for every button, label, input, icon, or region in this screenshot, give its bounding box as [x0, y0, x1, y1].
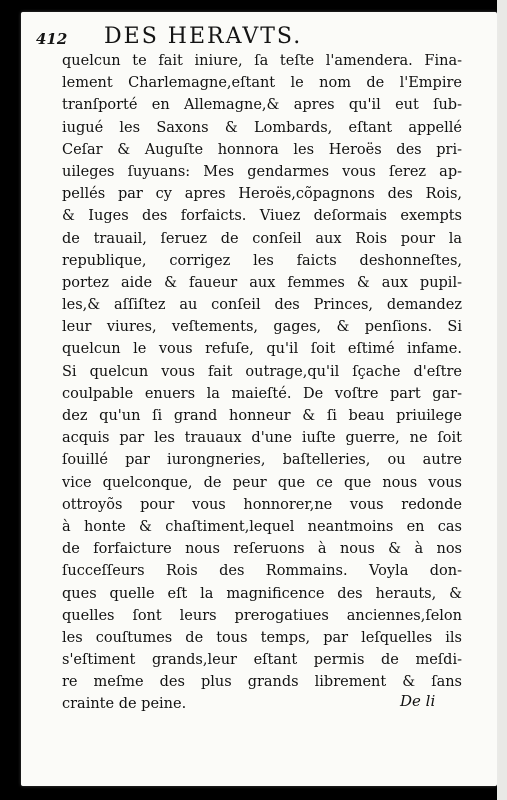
body-text [62, 50, 462, 716]
text-line: lement Charlemagne,eſtant le nom de l'Empire [62, 75, 462, 92]
text-line: dez qu'un ſi grand honneur & ſi beau priuilege [62, 408, 462, 424]
text-line: portez aide & faueur aux femmes & aux pupil- [62, 274, 462, 291]
adjacent-page-edge [497, 0, 507, 800]
text-line: à honte & chaſtiment,lequel neantmoins en cas [62, 518, 462, 535]
text-line: republique, corrigez les faicts deshonneſtes, [62, 252, 462, 269]
text-line: ottroyõs pour vous honnorer,ne vous redonde [62, 496, 462, 513]
catchword: De li [400, 692, 436, 710]
text-line: de trauail, ſeruez de conſeil aux Rois pour la [62, 230, 462, 247]
text-line: quelcun le vous refuſe, qu'il ſoit eſtimé infame. [62, 341, 462, 358]
text-line: les couſtumes de tous temps, par leſquelles ils [62, 629, 462, 646]
text-line: les,& aſſiſtez au conſeil des Princes, demandez [62, 297, 462, 314]
text-line: acquis par les trauaux d'une iuſte guerre, ne ſoit [62, 430, 462, 447]
text-line: ſucceſſeurs Rois des Rommains. Voyla don- [62, 563, 462, 580]
text-line: & Iuges des forfaicts. Viuez deſormais exempts [62, 208, 462, 225]
text-line: Ceſar & Auguſte honnora les Heroës des pri- [62, 141, 462, 158]
text-line: quelles ſont leurs prerogatiues anciennes,ſelon [62, 607, 462, 624]
running-title: DES HERAVTS. [104, 24, 303, 49]
text-line: ques quelle eſt la magnificence des herauts, & [62, 585, 462, 602]
text-line: tranſporté en Allemagne,& apres qu'il eut ſub- [62, 97, 462, 114]
text-line: crainte de peine. [62, 696, 187, 713]
text-line: pellés par cy apres Heroës,cõpagnons des Rois, [62, 186, 462, 203]
page-number: 412 [36, 30, 68, 48]
text-line: Si quelcun vous fait outrage,qu'il ſçache d'eſtre [62, 363, 462, 380]
text-line: quelcun te fait iniure, ſa teſte l'amendera. Fina- [62, 53, 462, 69]
text-line: re meſme des plus grands librement & ſans [62, 674, 462, 691]
text-line: s'eſtiment grands,leur eſtant permis de meſdi- [62, 652, 462, 669]
text-line: iugué les Saxons & Lombards, eſtant appellé [62, 119, 462, 136]
text-line: de forfaicture nous reſeruons à nous & à nos [62, 541, 462, 558]
text-line: coulpable enuers la maieſté. De voſtre part gar- [62, 385, 462, 402]
text-line: uileges ſuyuans: Mes gendarmes vous ſerez ap- [62, 163, 462, 180]
text-line: leur viures, veſtements, gages, & penſions. Si [62, 319, 462, 336]
text-line: vice quelconque, de peur que ce que nous vous [62, 474, 462, 491]
page-header [36, 24, 476, 52]
text-line: ſouillé par iurongneries, baſtelleries, ou autre [62, 452, 462, 469]
